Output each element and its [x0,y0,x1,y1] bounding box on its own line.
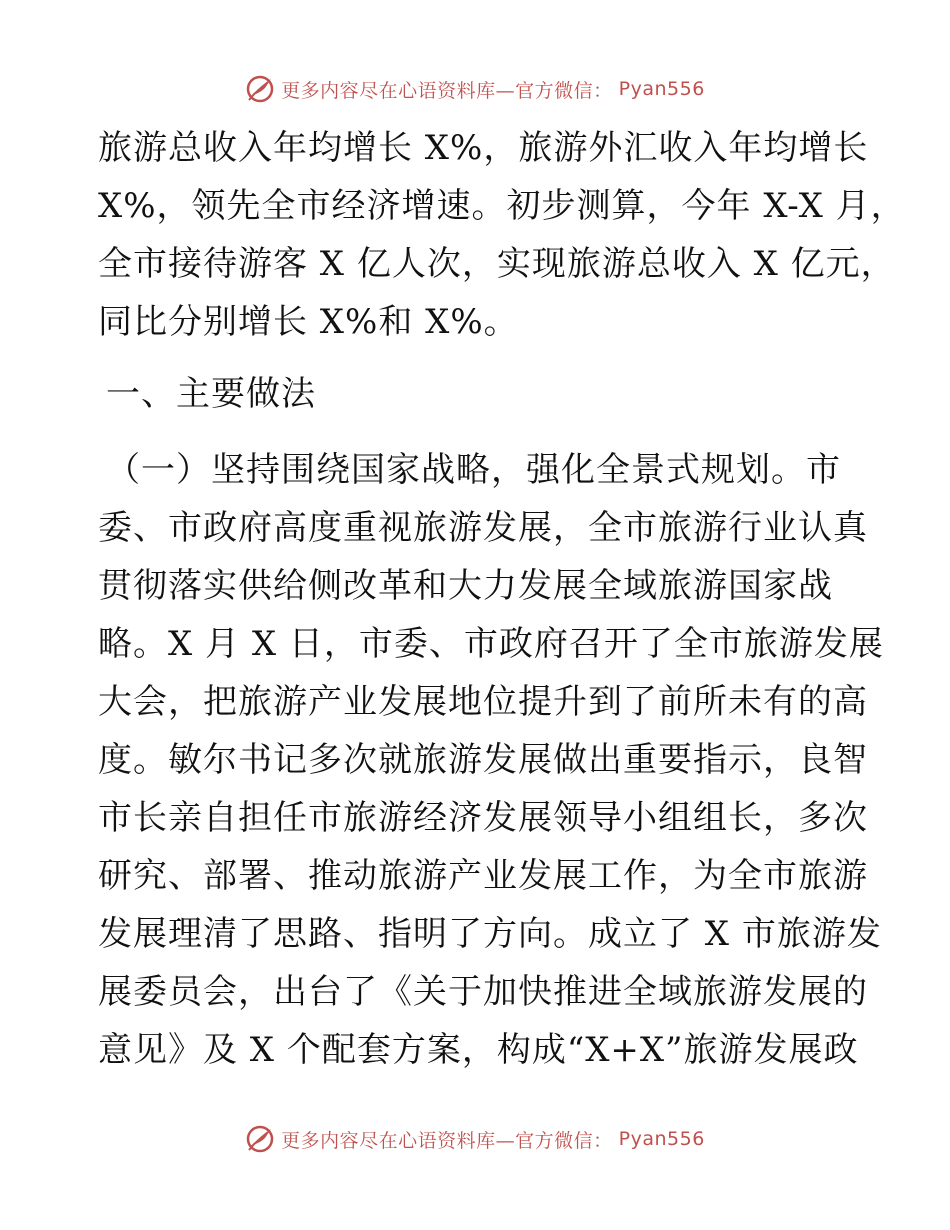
body-line: 同比分别增长 X%和 X%。 [98,302,519,342]
body-line: 大会，把旅游产业发展地位提升到了前所未有的高 [98,682,868,722]
watermark-wechat-id: Pyan556 [618,1128,705,1150]
footer-watermark [0,1124,950,1154]
body-line: 发展理清了思路、指明了方向。成立了 X 市旅游发 [98,914,882,954]
body-line: 研究、部署、推动旅游产业发展工作，为全市旅游 [98,856,868,896]
feather-logo-icon [245,1124,275,1154]
watermark-text: 更多内容尽在心语资料库—官方微信： [281,1129,613,1152]
watermark-text: 更多内容尽在心语资料库—官方微信： [281,79,613,102]
body-line: X%，领先全市经济增速。初步测算，今年 X-X 月， [98,186,906,226]
body-line: 市长亲自担任市旅游经济发展领导小组组长，多次 [98,798,868,838]
header-watermark [0,74,950,104]
body-line: 全市接待游客 X 亿人次，实现旅游总收入 X 亿元， [98,244,896,284]
body-line: 委、市政府高度重视旅游发展，全市旅游行业认真 [98,508,868,548]
body-line: 度。敏尔书记多次就旅游发展做出重要指示，良智 [98,740,868,780]
body-line: （一）坚持围绕国家战略，强化全景式规划。市 [106,450,841,490]
feather-logo-icon [245,74,275,104]
body-line: 旅游总收入年均增长 X%，旅游外汇收入年均增长 [98,128,869,168]
body-line: 贯彻落实供给侧改革和大力发展全域旅游国家战 [98,566,833,606]
body-line: 意见》及 X 个配套方案，构成“X+X”旅游发展政 [98,1030,859,1070]
section-heading: 一、主要做法 [106,374,316,414]
body-line: 展委员会，出台了《关于加快推进全域旅游发展的 [98,972,868,1012]
body-line: 略。X 月 X 日，市委、市政府召开了全市旅游发展 [98,624,884,664]
watermark-wechat-id: Pyan556 [618,78,705,100]
